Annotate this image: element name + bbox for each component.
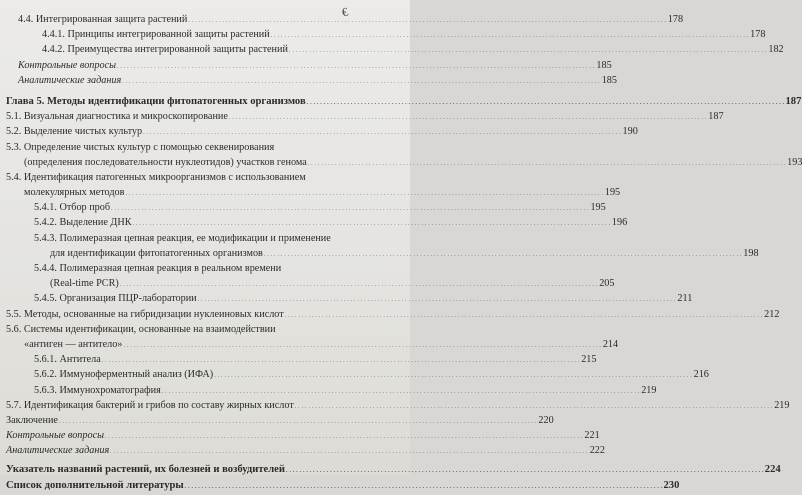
toc-title: (определения последовательности нуклеотидов) участков генома bbox=[24, 156, 307, 168]
toc-entry bbox=[0, 42, 784, 57]
toc-entry bbox=[0, 215, 628, 230]
toc-page: 185 bbox=[601, 74, 617, 86]
toc-page: 195 bbox=[590, 202, 606, 214]
toc-page: 187 bbox=[785, 95, 802, 107]
toc-entry bbox=[0, 428, 600, 443]
toc-page: 219 bbox=[774, 399, 790, 411]
toc-title: молекулярных методов bbox=[24, 187, 125, 199]
toc-title: Список дополнительной литературы bbox=[6, 479, 184, 491]
toc-title: 4.4. Интегрированная защита растений bbox=[18, 14, 188, 25]
dot-leader bbox=[264, 246, 742, 263]
dot-leader bbox=[285, 307, 763, 324]
toc-page: 193 bbox=[787, 156, 802, 168]
toc-title: 5.4.2. Выделение ДНК bbox=[34, 217, 132, 229]
toc-title: Аналитические задания bbox=[18, 74, 122, 86]
toc-page: 185 bbox=[596, 59, 612, 71]
toc-title: 5.4.5. Организация ПЦР-лаборатории bbox=[34, 293, 197, 305]
toc-entry bbox=[0, 261, 410, 276]
toc-title: (Real-time PCR) bbox=[50, 278, 119, 290]
toc-title: Аналитические задания bbox=[6, 445, 110, 457]
toc-entry bbox=[0, 337, 619, 352]
toc-page: 187 bbox=[708, 111, 724, 123]
toc-title: 5.6.1. Антитела bbox=[34, 354, 101, 366]
dot-leader bbox=[185, 478, 663, 495]
toc-title: 5.6.3. Иммунохроматография bbox=[34, 384, 161, 396]
toc-title: 5.6.2. Иммуноферментный анализ (ИФА) bbox=[34, 369, 214, 381]
toc-entry bbox=[0, 73, 617, 88]
toc-title: Заключение bbox=[6, 414, 58, 426]
dot-leader bbox=[122, 73, 600, 90]
toc-entry bbox=[0, 383, 657, 398]
toc-chapter bbox=[0, 94, 802, 109]
toc-entry bbox=[0, 155, 802, 170]
toc-page: 190 bbox=[622, 126, 638, 138]
toc-chapter bbox=[0, 478, 680, 493]
toc-title: 4.4.1. Принципы интегрированной защиты растений bbox=[42, 29, 270, 41]
toc-page: 195 bbox=[604, 187, 621, 199]
toc-entry bbox=[0, 276, 615, 291]
toc-page: 211 bbox=[677, 293, 693, 305]
table-of-contents bbox=[0, 12, 802, 493]
toc-page: 224 bbox=[764, 464, 781, 476]
toc-title: 5.1. Визуальная диагностика и микроскопирование bbox=[6, 111, 228, 123]
toc-entry bbox=[0, 352, 597, 367]
toc-title: для идентификации фитопатогенных организмов bbox=[50, 247, 263, 259]
toc-page: 221 bbox=[584, 430, 600, 442]
toc-chapter bbox=[0, 462, 781, 477]
dot-leader bbox=[308, 155, 786, 172]
toc-entry bbox=[0, 170, 410, 185]
toc-entry bbox=[0, 200, 606, 215]
toc-entry bbox=[0, 367, 709, 382]
toc-title: 5.3. Определение чистых культур с помощью секвенирования bbox=[6, 141, 275, 153]
pencil-mark: € bbox=[340, 4, 350, 20]
dot-leader bbox=[110, 443, 588, 460]
toc-page: 205 bbox=[599, 278, 615, 290]
toc-page: 219 bbox=[641, 384, 657, 396]
toc-title: Глава 5. Методы идентификации фитопатогенных организмов bbox=[6, 95, 306, 107]
toc-page: 198 bbox=[743, 247, 759, 259]
toc-entry bbox=[0, 12, 684, 27]
toc-page: 222 bbox=[589, 445, 605, 457]
toc-page: 196 bbox=[611, 217, 628, 229]
toc-page: 216 bbox=[693, 369, 709, 381]
toc-title: 5.6. Системы идентификации, основанные на взаимодействии bbox=[6, 323, 276, 335]
toc-entry bbox=[0, 185, 621, 200]
toc-entry bbox=[0, 109, 724, 124]
toc-title: 5.4.3. Полимеразная цепная реакция, ее модификации и применение bbox=[34, 232, 331, 244]
toc-title: Контрольные вопросы bbox=[18, 59, 116, 71]
toc-title: 5.5. Методы, основанные на гибридизации нуклеиновых кислот bbox=[6, 308, 284, 320]
toc-page: 178 bbox=[750, 29, 766, 41]
toc-title: 5.2. Выделение чистых культур bbox=[6, 126, 143, 138]
toc-entry bbox=[0, 443, 605, 458]
toc-page: 214 bbox=[602, 338, 619, 350]
toc-page: 215 bbox=[581, 354, 597, 366]
toc-page: 220 bbox=[538, 414, 554, 426]
toc-title: Контрольные вопросы bbox=[6, 430, 104, 442]
toc-entry bbox=[0, 291, 693, 306]
toc-title: 5.4.4. Полимеразная цепная реакция в реальном времени bbox=[34, 263, 282, 274]
toc-title: Указатель названий растений, их болезней и возбудителей bbox=[6, 464, 285, 476]
toc-page: 182 bbox=[768, 44, 784, 56]
toc-title: «антиген — антитело» bbox=[24, 338, 123, 350]
toc-page: 230 bbox=[663, 479, 680, 491]
toc-entry bbox=[0, 140, 410, 155]
toc-entry bbox=[0, 124, 638, 139]
toc-entry bbox=[0, 231, 410, 246]
toc-entry bbox=[0, 322, 410, 337]
toc-title: 5.4.1. Отбор проб bbox=[34, 202, 111, 214]
toc-entry bbox=[0, 413, 554, 428]
toc-title: 5.7. Идентификация бактерий и грибов по составу жирных кислот bbox=[6, 399, 294, 411]
toc-page: 212 bbox=[764, 308, 780, 320]
toc-entry bbox=[0, 27, 766, 42]
toc-entry bbox=[0, 398, 790, 413]
toc-entry bbox=[0, 58, 612, 73]
toc-title: 4.4.2. Преимущества интегрированной защиты растений bbox=[42, 44, 288, 56]
toc-title: 5.4. Идентификация патогенных микроорганизмов с использованием bbox=[6, 171, 306, 183]
toc-page: 178 bbox=[667, 14, 684, 25]
toc-entry bbox=[0, 307, 780, 322]
toc-entry bbox=[0, 246, 759, 261]
